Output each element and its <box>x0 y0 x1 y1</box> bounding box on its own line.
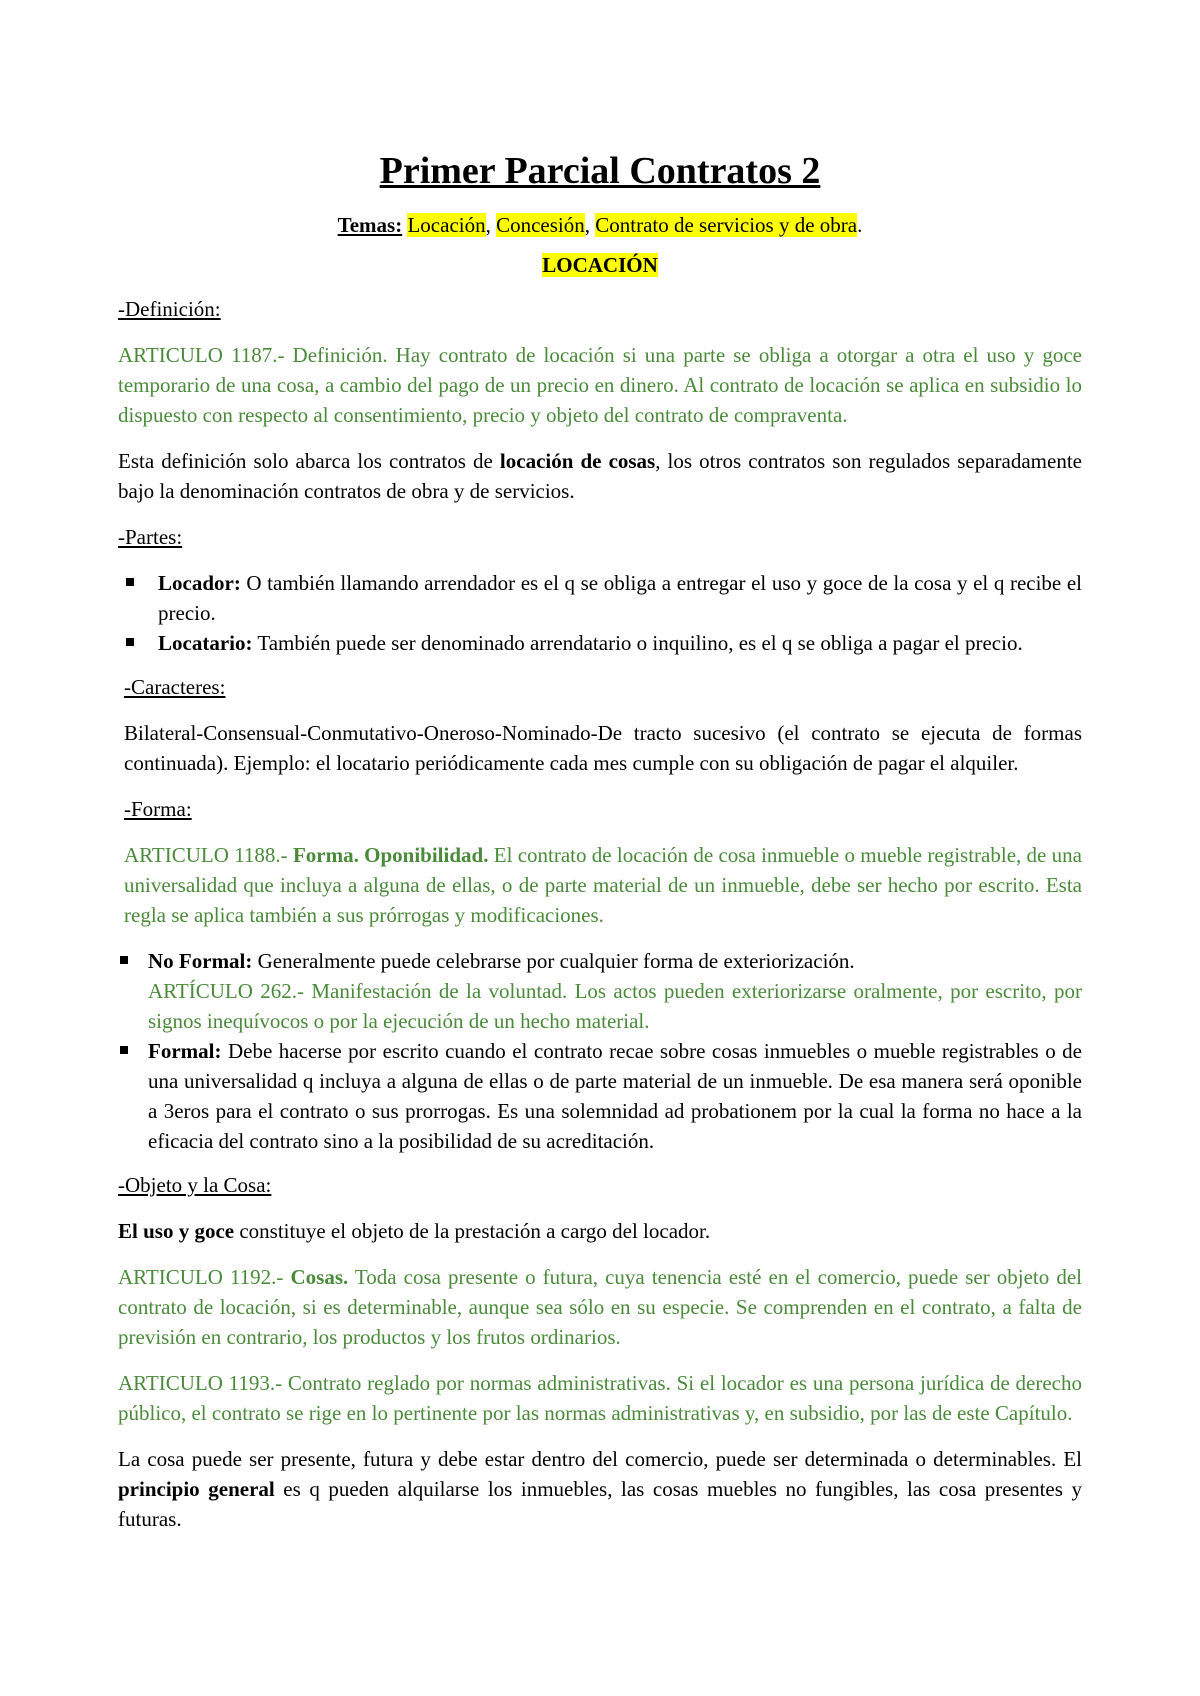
section-title <box>118 250 1082 280</box>
article-1192: ARTICULO 1192.- Cosas. Toda cosa presente o futura, cuya tenencia esté en el comercio, puede ser objeto del contrato de locación, si es determinable, aunque sea sólo en su especie. Se comprenden en el contrato, a falta de previsión en contrario, los productos y los frutos ordinarios. <box>118 1265 1082 1349</box>
list-item: Locatario: También puede ser denominado arrendatario o inquilino, es el q se obliga a pagar el precio. <box>118 628 1082 658</box>
article-1188: ARTICULO 1188.- Forma. Oponibilidad. El contrato de locación de cosa inmueble o mueble registrable, de una universalidad que incluya a alguna de ellas, o de parte material de un inmueble, debe ser hecho por escrito. Esta regla se aplica también a sus prórrogas y modificaciones. <box>124 843 1082 927</box>
list-item: Formal: Debe hacerse por escrito cuando el contrato recae sobre cosas inmuebles o mueble registrables o de una universalidad q incluya a alguna de ellas o de parte material de un inmueble. De esa manera será oponible a 3eros para el contrato o sus prorrogas. Es una solemnidad ad probationem por la cual la forma no hace a la eficacia del contrato sino a la posibilidad de su acreditación. <box>118 1036 1082 1156</box>
heading-objeto: -Objeto y la Cosa: <box>118 1173 272 1197</box>
objeto-final: La cosa puede ser presente, futura y debe estar dentro del comercio, puede ser determinada o determinables. El principio general es q pueden alquilarse los inmuebles, las cosas muebles no fungibles, las cosa presentes y futuras. <box>118 1447 1082 1531</box>
heading-caracteres: -Caracteres: <box>124 675 226 699</box>
tema-concesion: Concesión <box>496 213 585 237</box>
tema-separator: , <box>584 213 596 237</box>
tema-separator: , <box>485 213 497 237</box>
temas-line <box>118 210 1082 240</box>
temas-label: Temas: <box>337 213 403 237</box>
definicion-note: Esta definición solo abarca los contratos de locación de cosas, los otros contratos son regulados separadamente bajo la denominación contratos de obra y de servicios. <box>118 449 1082 503</box>
forma-list <box>118 946 1082 1156</box>
tema-end: . <box>857 213 863 237</box>
section-title-text: LOCACIÓN <box>542 253 658 277</box>
objeto-intro: El uso y goce constituye el objeto de la prestación a cargo del locador. <box>118 1219 711 1243</box>
article-1193: ARTICULO 1193.- Contrato reglado por normas administrativas. Si el locador es una persona jurídica de derecho público, el contrato se rige en lo pertinente por las normas administrativas y, en subsidio, por las de este Capítulo. <box>118 1371 1082 1425</box>
tema-locacion: Locación <box>407 213 486 237</box>
article-262: ARTÍCULO 262.- Manifestación de la voluntad. Los actos pueden exteriorizarse oralmente, por escrito, por signos inequívocos o por la ejecución de un hecho material. <box>148 979 1082 1033</box>
heading-partes: -Partes: <box>118 525 183 549</box>
document-title: Primer Parcial Contratos 2 <box>379 150 821 192</box>
list-item: Locador: O también llamando arrendador es el q se obliga a entregar el uso y goce de la cosa y el q recibe el precio. <box>118 568 1082 628</box>
locacion-de-cosas-bold: locación de cosas <box>499 449 656 473</box>
tema-servicios-obra: Contrato de servicios y de obra <box>595 213 858 237</box>
caracteres-text: Bilateral-Consensual-Conmutativo-Oneroso-Nominado-De tracto sucesivo (el contrato se ejecuta de formas continuada). Ejemplo: el locatario periódicamente cada mes cumple con su obligación de pagar el alquiler. <box>124 721 1082 775</box>
list-item: No Formal: Generalmente puede celebrarse por cualquier forma de exteriorización. ARTÍCULO 262.- Manifestación de la voluntad. Los actos pueden exteriorizarse oralmente, por escrito, por signos inequívocos o por la ejecución de un hecho material. <box>118 946 1082 1036</box>
partes-list <box>118 568 1082 658</box>
article-1187: ARTICULO 1187.- Definición. Hay contrato de locación si una parte se obliga a otorgar a otra el uso y goce temporario de una cosa, a cambio del pago de un precio en dinero. Al contrato de locación se aplica en subsidio lo dispuesto con respecto al consentimiento, precio y objeto del contrato de compraventa. <box>118 343 1082 427</box>
heading-forma: -Forma: <box>124 797 192 821</box>
heading-definicion: -Definición: <box>118 297 221 321</box>
